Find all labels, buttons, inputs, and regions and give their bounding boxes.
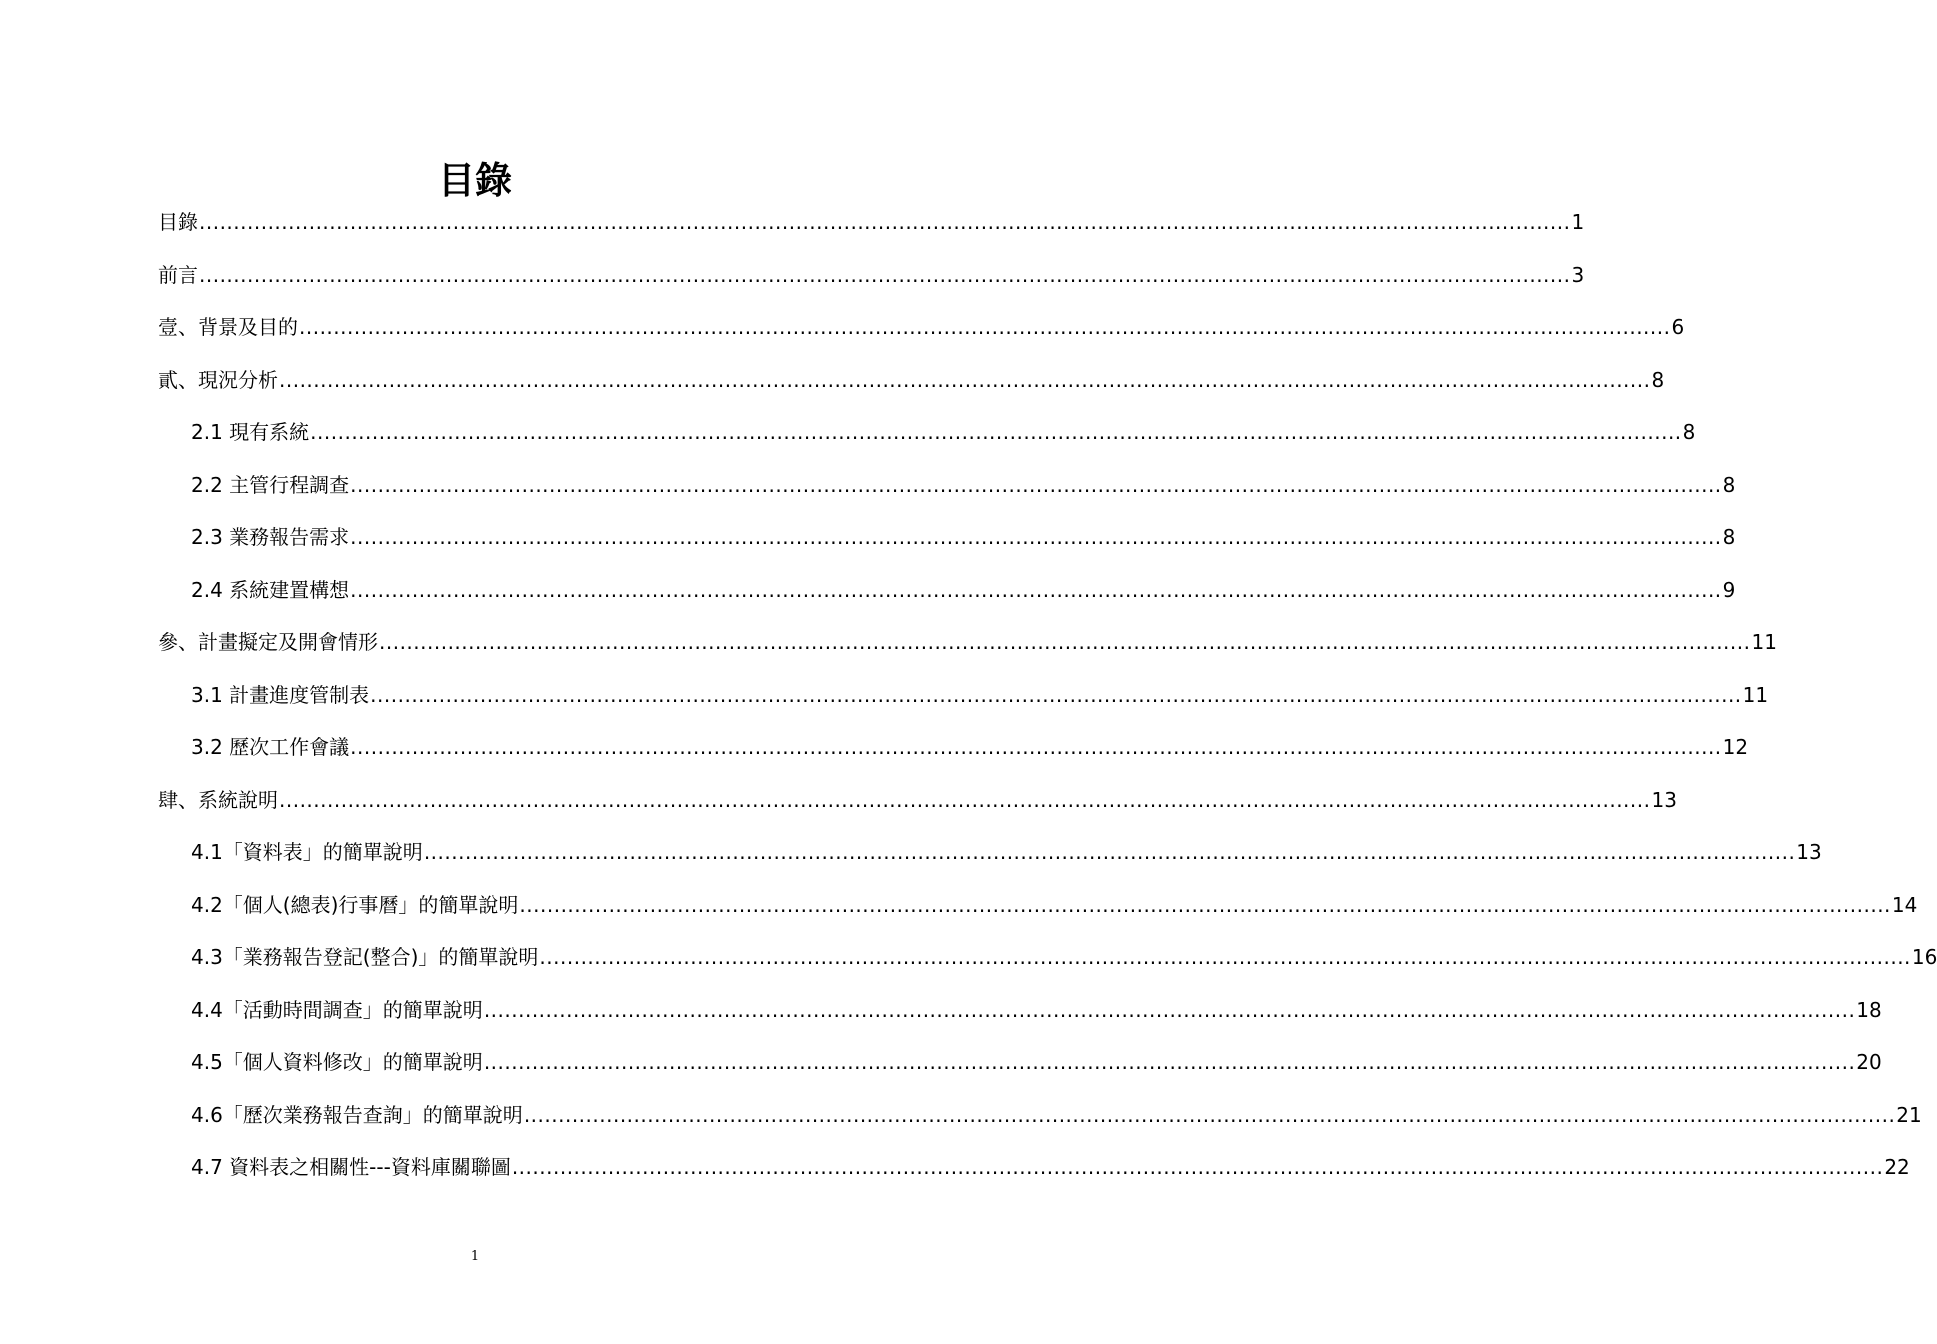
toc-entry[interactable] <box>158 1141 1910 1194</box>
toc-entry-page-number: 14 <box>1891 892 1918 917</box>
toc-entry-title: 前言 <box>158 262 198 287</box>
toc-entry[interactable] <box>158 826 1822 879</box>
toc-entry-page-number: 11 <box>1751 630 1777 654</box>
toc-entry-page-number: 9 <box>1722 577 1736 602</box>
toc-entry[interactable] <box>158 616 1777 669</box>
toc-entry[interactable] <box>158 721 1749 774</box>
page-number: 1 <box>470 1249 480 1264</box>
toc-entry-title: 4.1「資料表」的簡單說明 <box>191 840 423 864</box>
toc-entry-page-number: 20 <box>1856 1050 1882 1074</box>
toc-entry-page-number: 18 <box>1856 997 1882 1022</box>
toc-entry-page-number: 13 <box>1796 840 1822 864</box>
toc-entry[interactable] <box>158 669 1769 722</box>
toc-entry[interactable] <box>158 879 1918 932</box>
toc-entry[interactable] <box>158 931 1937 984</box>
toc-entry-title: 3.1 計畫進度管制表 <box>191 682 370 707</box>
toc-entry-page-number: 13 <box>1651 787 1677 812</box>
toc-dot-leader: ........................................................................................................................................................................................................ <box>199 262 1571 287</box>
toc-dot-leader: ........................................................................................................................................................................................................ <box>370 682 1742 707</box>
toc-entry[interactable] <box>158 1089 1922 1142</box>
toc-entry[interactable] <box>158 774 1677 827</box>
toc-entry-page-number: 6 <box>1671 315 1685 339</box>
toc-entry-title: 肆、系統說明 <box>158 787 278 812</box>
toc-entry-title: 4.6「歷次業務報告查詢」的簡單說明 <box>191 1102 523 1127</box>
toc-entry-title: 4.3「業務報告登記(整合)」的簡單說明 <box>191 945 539 969</box>
toc-entry-page-number: 1 <box>1571 210 1585 234</box>
toc-entry[interactable] <box>158 1036 1882 1089</box>
toc-dot-leader: ........................................................................................................................................................................................................ <box>350 577 1722 602</box>
toc-dot-leader: ........................................................................................................................................................................................................ <box>523 1102 1896 1127</box>
toc-entry-title: 3.2 歷次工作會議 <box>191 735 350 759</box>
toc-entry[interactable] <box>158 354 1665 407</box>
toc-entry-title: 2.4 系統建置構想 <box>191 577 350 602</box>
toc-dot-leader: ........................................................................................................................................................................................................ <box>199 210 1571 234</box>
toc-dot-leader: ........................................................................................................................................................................................................ <box>539 945 1911 969</box>
toc-entry[interactable] <box>158 406 1696 459</box>
toc-entry-title: 壹、背景及目的 <box>158 315 298 339</box>
toc-entry[interactable] <box>158 301 1685 354</box>
toc-entry-page-number: 22 <box>1884 1155 1910 1179</box>
toc-entry-title: 2.3 業務報告需求 <box>191 525 350 549</box>
toc-entry-title: 貳、現況分析 <box>158 367 278 392</box>
toc-entry-title: 4.2「個人(總表)行事曆」的簡單說明 <box>191 892 519 917</box>
toc-dot-leader: ........................................................................................................................................................................................................ <box>519 892 1891 917</box>
toc-dot-leader: ........................................................................................................................................................................................................ <box>299 315 1671 339</box>
toc-dot-leader: ........................................................................................................................................................................................................ <box>379 630 1751 654</box>
toc-entry-title: 目錄 <box>158 210 198 234</box>
toc-dot-leader: ........................................................................................................................................................................................................ <box>423 840 1796 864</box>
page-title: 目錄 <box>438 158 512 202</box>
toc-entry[interactable] <box>158 984 1882 1037</box>
toc-entry[interactable] <box>158 459 1736 512</box>
toc-entry-title: 4.7 資料表之相關性---資料庫關聯圖 <box>191 1155 511 1179</box>
toc-entry-page-number: 8 <box>1722 525 1736 549</box>
toc-entry[interactable] <box>158 511 1736 564</box>
toc-entry-page-number: 3 <box>1571 262 1585 287</box>
toc-entry-page-number: 21 <box>1896 1102 1922 1127</box>
table-of-contents <box>158 196 1937 1194</box>
toc-entry-page-number: 8 <box>1651 367 1665 392</box>
toc-dot-leader: ........................................................................................................................................................................................................ <box>483 997 1856 1022</box>
toc-entry-title: 4.4「活動時間調查」的簡單說明 <box>191 997 483 1022</box>
toc-entry-title: 參、計畫擬定及開會情形 <box>158 630 378 654</box>
toc-entry[interactable] <box>158 196 1585 249</box>
toc-entry-page-number: 11 <box>1742 682 1769 707</box>
toc-dot-leader: ........................................................................................................................................................................................................ <box>511 1155 1884 1179</box>
toc-dot-leader: ........................................................................................................................................................................................................ <box>350 525 1722 549</box>
toc-dot-leader: ........................................................................................................................................................................................................ <box>350 735 1722 759</box>
toc-dot-leader: ........................................................................................................................................................................................................ <box>279 787 1651 812</box>
toc-entry-page-number: 8 <box>1722 472 1736 497</box>
toc-dot-leader: ........................................................................................................................................................................................................ <box>310 420 1682 444</box>
toc-dot-leader: ........................................................................................................................................................................................................ <box>350 472 1722 497</box>
toc-dot-leader: ........................................................................................................................................................................................................ <box>483 1050 1856 1074</box>
toc-entry-title: 4.5「個人資料修改」的簡單說明 <box>191 1050 483 1074</box>
toc-entry-page-number: 12 <box>1722 735 1749 759</box>
toc-entry-title: 2.1 現有系統 <box>191 420 310 444</box>
toc-entry-page-number: 16 <box>1911 945 1937 969</box>
toc-entry[interactable] <box>158 564 1736 617</box>
toc-entry[interactable] <box>158 249 1585 302</box>
toc-entry-page-number: 8 <box>1682 420 1696 444</box>
toc-dot-leader: ........................................................................................................................................................................................................ <box>279 367 1651 392</box>
toc-entry-title: 2.2 主管行程調查 <box>191 472 350 497</box>
